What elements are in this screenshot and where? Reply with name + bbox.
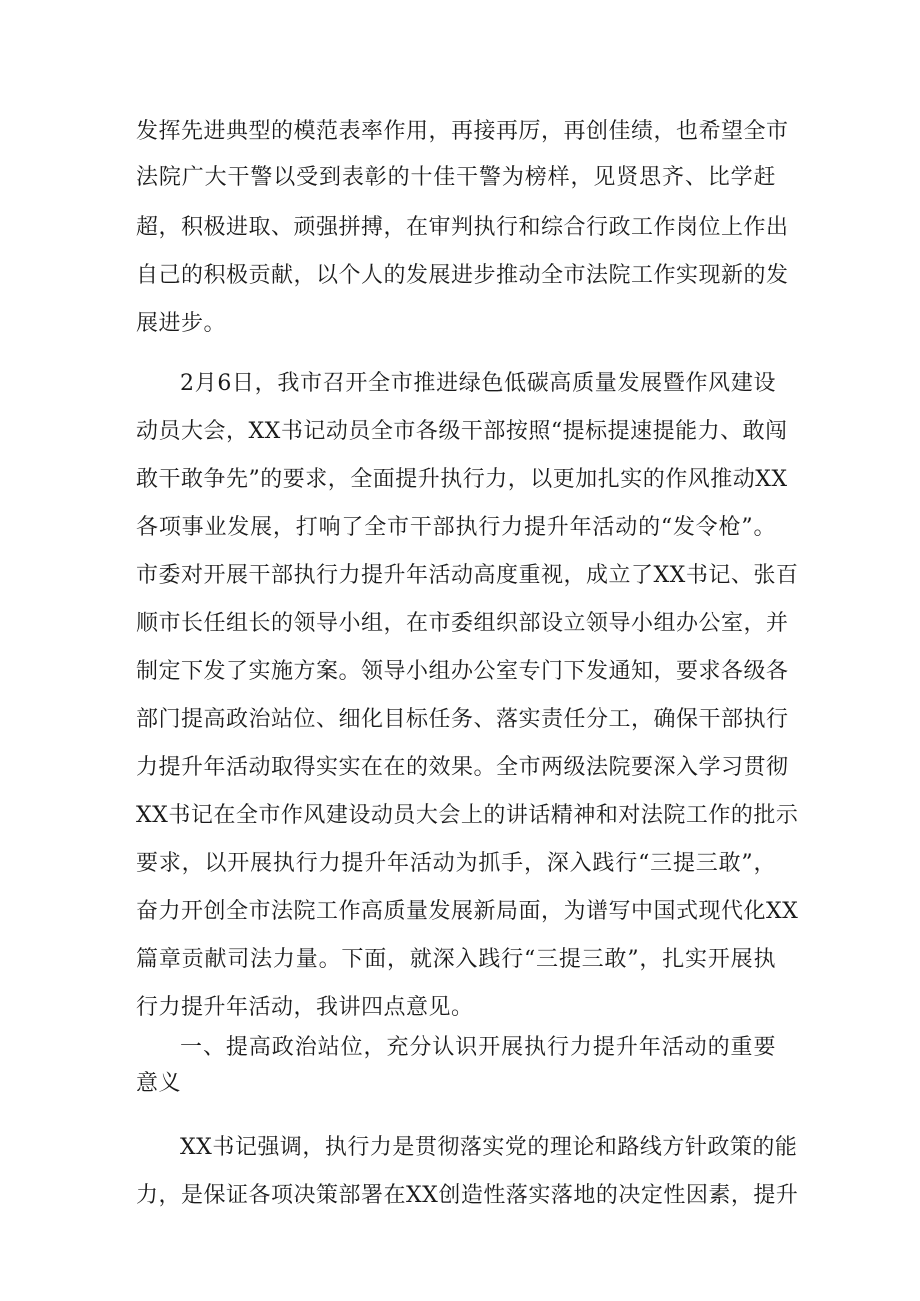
paragraph-2-line-10: XX书记在全市作风建设动员大会上的讲话精神和对法院工作的批示 <box>136 803 799 828</box>
paragraph-1-line-4: 自己的积极贡献，以个人的发展进步推动全市法院工作实现新的发 <box>136 263 789 288</box>
heading-1-line-2: 意义 <box>136 1071 182 1096</box>
paragraph-2-line-9: 力提升年活动取得实实在在的效果。全市两级法院要深入学习贯彻 <box>136 755 789 780</box>
paragraph-2-line-11: 要求，以开展执行力提升年活动为抓手，深入践行“三提三敢”， <box>136 851 776 876</box>
paragraph-2-line-4: 各项事业发展，打响了全市干部执行力提升年活动的“发令枪”。 <box>136 515 776 540</box>
paragraph-2-line-7: 制定下发了实施方案。领导小组办公室专门下发通知，要求各级各 <box>136 659 789 684</box>
paragraph-2-line-2: 动员大会，XX书记动员全市各级干部按照“提标提速提能力、敢闯 <box>136 419 788 444</box>
paragraph-3-line-2: 力，是保证各项决策部署在XX创造性落实落地的决定性因素，提升 <box>136 1183 799 1208</box>
paragraph-2-line-3: 敢干敢争先”的要求，全面提升执行力，以更加扎实的作风推动XX <box>136 467 788 492</box>
paragraph-1-line-1: 发挥先进典型的模范表率作用，再接再厉，再创佳绩，也希望全市 <box>136 119 789 144</box>
paragraph-1-line-3: 超，积极进取、顽强拼搏，在审判执行和综合行政工作岗位上作出 <box>136 215 789 240</box>
paragraph-2-line-14: 行力提升年活动，我讲四点意见。 <box>136 995 474 1020</box>
paragraph-2-line-6: 顺市长任组长的领导小组，在市委组织部设立领导小组办公室，并 <box>136 611 789 636</box>
paragraph-3-line-1: XX书记强调，执行力是贯彻落实党的理论和路线方针政策的能 <box>180 1135 798 1160</box>
paragraph-1-line-2: 法院广大干警以受到表彰的十佳干警为榜样，见贤思齐、比学赶 <box>136 165 776 190</box>
paragraph-1-line-5: 展进步。 <box>136 311 227 336</box>
paragraph-2-line-1: 2月6日，我市召开全市推进绿色低碳高质量发展暨作风建设 <box>180 371 776 396</box>
paragraph-2-line-8: 部门提高政治站位、细化目标任务、落实责任分工，确保干部执行 <box>136 707 789 732</box>
paragraph-2-line-5: 市委对开展干部执行力提升年活动高度重视，成立了XX书记、张百 <box>136 563 799 588</box>
heading-1-line-1: 一、提高政治站位，充分认识开展执行力提升年活动的重要 <box>180 1035 776 1060</box>
paragraph-2-line-13: 篇章贡献司法力量。下面，就深入践行“三提三敢”，扎实开展执 <box>136 947 776 972</box>
paragraph-2-line-12: 奋力开创全市法院工作高质量发展新局面，为谱写中国式现代化XX <box>136 899 799 924</box>
